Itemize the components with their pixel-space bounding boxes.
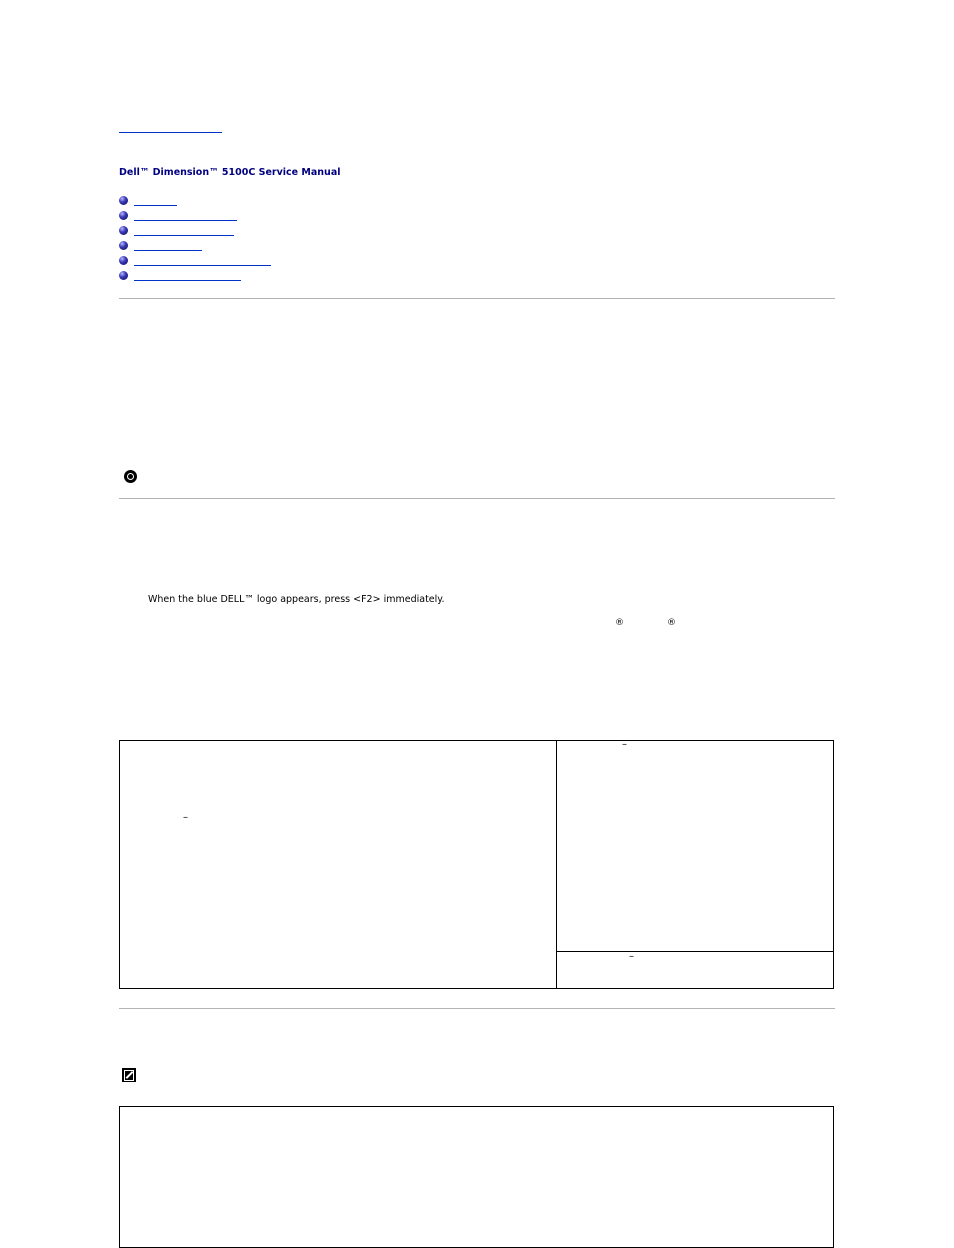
bullet-icon [119,226,128,235]
nav-item[interactable] [119,268,271,283]
nav-link-1[interactable] [134,196,177,206]
bullet-icon [119,256,128,265]
note-icon [122,1068,136,1082]
nav-link-5[interactable] [134,256,271,266]
nav-item[interactable] [119,238,271,253]
bullet-icon [119,196,128,205]
back-to-contents-link[interactable] [119,118,222,133]
nav-item[interactable] [119,253,271,268]
nav-link-3[interactable] [134,226,234,236]
registered-mark: ® [667,618,676,628]
nav-item[interactable] [119,223,271,238]
section-nav [119,193,271,283]
notice-icon [124,470,137,483]
section-divider [119,498,835,499]
nav-link-2[interactable] [134,211,237,221]
table-divider [556,951,833,952]
nav-link-6[interactable] [134,271,241,281]
table-mark: – [183,812,188,823]
section-divider [119,298,835,299]
registered-mark: ® [615,618,624,628]
nav-item[interactable] [119,208,271,223]
bullet-icon [119,241,128,250]
bullet-icon [119,271,128,280]
nav-item[interactable] [119,193,271,208]
page-title: Dell™ Dimension™ 5100C Service Manual [119,167,341,178]
options-table [119,1106,834,1248]
table-mark: – [622,739,627,750]
section-divider [119,1008,835,1009]
table-mark: – [629,951,634,962]
step-text: When the blue DELL™ logo appears, press <F2> immediately. [148,594,445,605]
bullet-icon [119,211,128,220]
nav-link-4[interactable] [134,241,202,251]
